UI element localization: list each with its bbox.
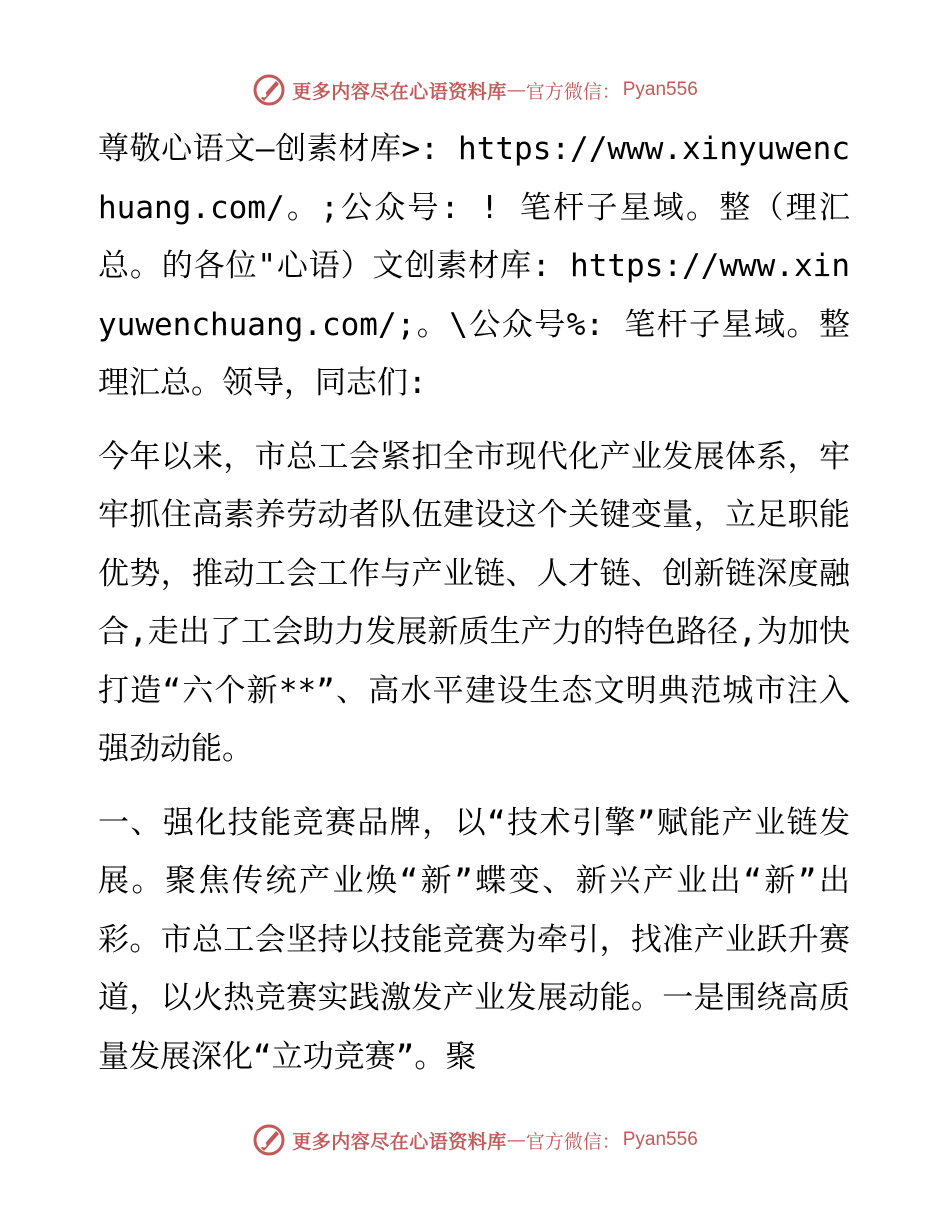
- header-watermark: [0, 70, 950, 110]
- paragraph-section-one: 一、强化技能竞赛品牌，以“技术引擎”赋能产业链发展。聚焦传统产业焕“新”蝶变、新兴产业出“新”出彩。市总工会坚持以技能竞赛为牵引，找准产业跃升赛道，以火热竞赛实践激发产业发展动能。一是围绕高质量发展深化“立功竞赛”。聚: [98, 804, 850, 1075]
- watermark-wechat-id: Pyan556: [622, 1129, 698, 1150]
- paragraph-salutation: 尊敬心语文—创素材库>: https://www.xinyuwenchuang.com/。;公众号: ! 笔杆子星域。整（理汇总。的各位"心语）文创素材库: https://www.xinyuwenchuang.com/;。\公众号%: 笔杆子星域。整理汇总。领导，同志们:: [98, 131, 850, 401]
- watermark-main-text: 更多内容尽在心语资料库: [292, 1130, 507, 1153]
- watermark-wechat-label: 官方微信：: [525, 80, 621, 103]
- watermark-dash: —: [506, 79, 526, 101]
- watermark-main-text: 更多内容尽在心语资料库: [292, 80, 507, 103]
- pen-logo-icon: [252, 1123, 286, 1157]
- paragraph-intro: 今年以来，市总工会紧扣全市现代化产业发展体系，牢牢抓住高素养劳动者队伍建设这个关键变量，立足职能优势，推动工会工作与产业链、人才链、创新链深度融合,走出了工会助力发展新质生产力的特色路径,为加快打造“六个新**”、高水平建设生态文明典范城市注入强劲动能。: [98, 438, 850, 767]
- pen-logo-icon: [252, 73, 286, 107]
- watermark-wechat-id: Pyan556: [622, 79, 698, 100]
- watermark-wechat-label: 官方微信：: [525, 1130, 621, 1153]
- document-body: [98, 120, 850, 1101]
- watermark-dash: —: [506, 1129, 526, 1151]
- footer-watermark: [0, 1120, 950, 1160]
